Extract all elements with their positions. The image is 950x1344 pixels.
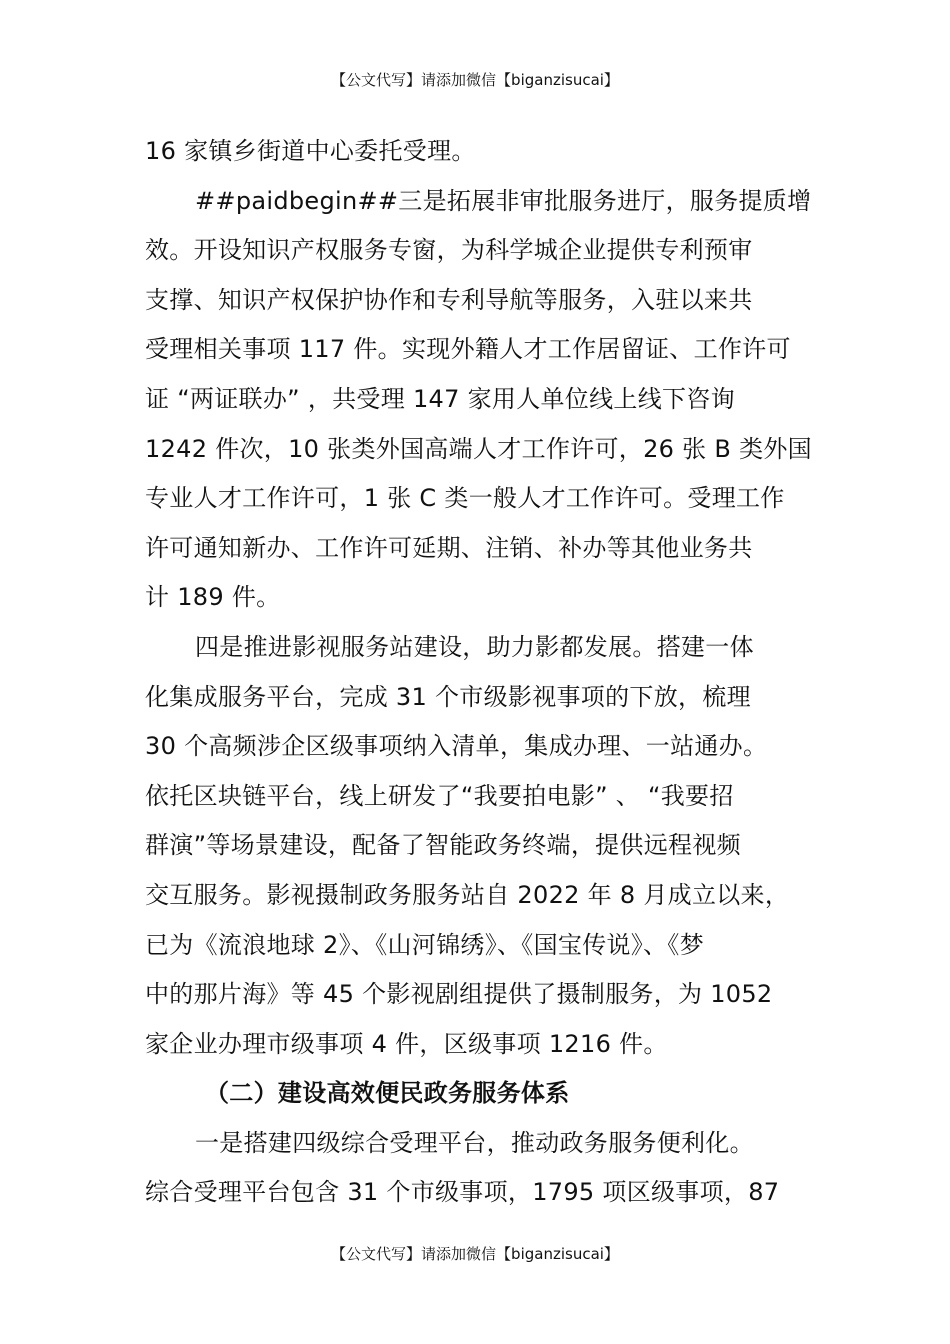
text-line: 支撑、知识产权保护协作和专利导航等服务，入驻以来共	[145, 285, 753, 314]
page-footer: 【公文代写】请添加微信【biganzisucai】	[331, 1245, 619, 1263]
text-line: 群演”等场景建设，配备了智能政务终端，提供远程视频	[145, 831, 741, 860]
text-line: 家企业办理市级事项 4 件，区级事项 1216 件。	[145, 1029, 668, 1058]
page-header: 【公文代写】请添加微信【biganzisucai】	[331, 71, 619, 89]
text-line: 依托区块链平台，线上研发了“我要拍电影” 、 “我要招	[145, 781, 734, 810]
text-line: 已为《流浪地球 2》、《山河锦绣》、《国宝传说》、《梦	[145, 930, 704, 959]
text-line: 受理相关事项 117 件。实现外籍人才工作居留证、工作许可	[145, 335, 791, 364]
text-line: 专业人才工作许可，1 张 C 类一般人才工作许可。受理工作	[145, 484, 785, 513]
paragraph-start-line: ##paidbegin##三是拓展非审批服务进厅，服务提质增	[195, 186, 812, 215]
text-line: 许可通知新办、工作许可延期、注销、补办等其他业务共	[145, 533, 753, 562]
document-body	[145, 127, 810, 1218]
section-subheading: （二）建设高效便民政务服务体系	[205, 1079, 570, 1108]
text-line: 效。开设知识产权服务专窗，为科学城企业提供专利预审	[145, 236, 753, 265]
text-line: 综合受理平台包含 31 个市级事项，1795 项区级事项，87	[145, 1178, 780, 1207]
paragraph-start-line: 四是推进影视服务站建设，助力影都发展。搭建一体	[195, 632, 754, 661]
text-line: 16 家镇乡街道中心委托受理。	[145, 137, 476, 165]
text-line: 证 “两证联办” ，共受理 147 家用人单位线上线下咨询	[145, 384, 735, 413]
text-line: 化集成服务平台，完成 31 个市级影视事项的下放，梳理	[145, 682, 751, 711]
text-line: 30 个高频涉企区级事项纳入清单，集成办理、一站通办。	[145, 732, 768, 761]
text-line: 计 189 件。	[145, 583, 281, 612]
paragraph-start-line: 一是搭建四级综合受理平台，推动政务服务便利化。	[195, 1128, 754, 1157]
text-line: 交互服务。影视摄制政务服务站自 2022 年 8 月成立以来，	[145, 880, 790, 909]
text-line: 1242 件次，10 张类外国高端人才工作许可，26 张 B 类外国	[145, 434, 812, 463]
text-line: 中的那片海》等 45 个影视剧组提供了摄制服务，为 1052	[145, 980, 773, 1009]
